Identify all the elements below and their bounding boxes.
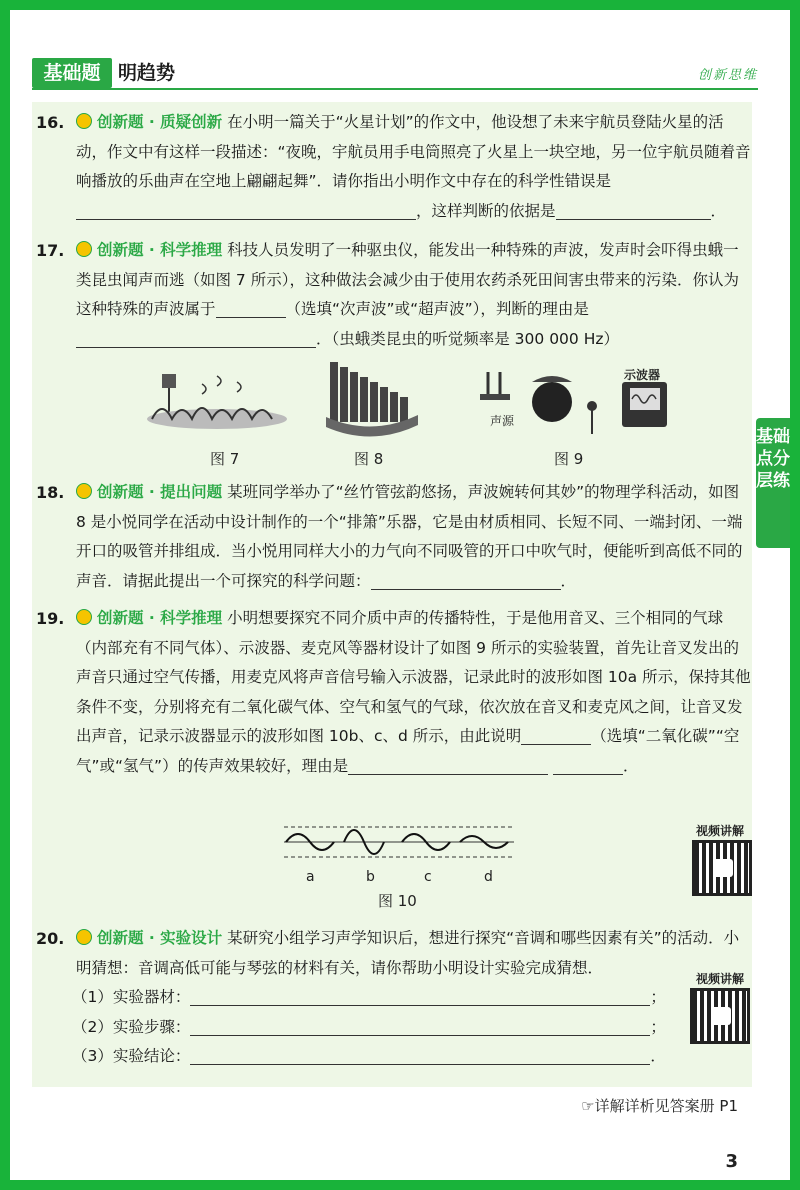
figure-10-caption: 图 10: [378, 892, 417, 910]
item-sep: ；: [650, 988, 666, 1006]
sound-source-label: 声源: [490, 414, 515, 428]
content-area: [32, 102, 752, 1087]
answer-blank[interactable]: [371, 571, 561, 590]
question-text: 在小明一篇关于“火星计划”的作文中，他设想了未来宇航员登陆火星的活动，作文中有这样一段描述：“夜晚，宇航员用手电筒照亮了火星上一块空地，另一位宇航员随着音响播放的乐曲声在空地上翩翩起舞”．请你指出小明作文中存在的科学性错误是: [76, 113, 751, 190]
question-number: 18.: [36, 483, 65, 502]
answer-blank[interactable]: [76, 329, 316, 348]
question-19: [32, 604, 752, 781]
lightbulb-icon: [76, 929, 92, 945]
answer-blank[interactable]: [190, 987, 650, 1006]
question-tag: 创新题 · 提出问题: [97, 483, 223, 501]
question-number: 17.: [36, 241, 65, 260]
question-text-mid: （选填“次声波”或“超声波”），判断的理由是: [285, 300, 589, 318]
answer-blank[interactable]: [216, 299, 286, 318]
answer-blank[interactable]: [190, 1017, 650, 1036]
question-tag: 创新题 · 科学推理: [97, 241, 223, 259]
header-badge: 基础题: [32, 58, 112, 88]
question-20-item-2: [72, 1013, 752, 1043]
side-tab: 基础点分层练: [756, 418, 790, 548]
answer-reference: ☞详解详析见答案册 P1: [581, 1097, 738, 1115]
question-20-item-1: [72, 983, 752, 1013]
question-text-mid: ，这样判断的依据是: [416, 201, 556, 220]
question-20: [32, 924, 752, 1072]
question-text-end: ．: [560, 571, 577, 590]
qr-code-icon[interactable]: [692, 840, 752, 896]
header-divider: [32, 88, 758, 90]
figure-7-image: [142, 364, 292, 434]
answer-blank[interactable]: [521, 726, 591, 745]
item-sep: ．: [650, 1047, 666, 1065]
question-17: [32, 236, 752, 354]
question-text-mid: （选填“二氧化碳”“空气”或“氢气”）的传声效果较好，理由是: [76, 727, 740, 775]
question-text-end: ．: [623, 756, 639, 775]
question-number: 16.: [36, 113, 65, 132]
item-label: （2）实验步骤：: [72, 1017, 191, 1036]
question-text: 科技人员发明了一种驱虫仪，能发出一种特殊的声波，发声时会吓得虫蛾一类昆虫闻声而逃（如图 7 所示），这种做法会减少由于使用农药杀死田间害虫带来的污染．你认为这种特殊的声波属于: [76, 241, 739, 318]
answer-blank[interactable]: [76, 201, 416, 220]
page: [10, 10, 790, 1180]
question-text: 某研究小组学习声学知识后，想进行探究“音调和哪些因素有关”的活动．小明猜想：音调高低可能与琴弦的材料有关，请你帮助小明设计实验完成猜想．: [76, 929, 740, 977]
question-text: 小明想要探究不同介质中声的传播特性，于是他用音叉、三个相同的气球（内部充有不同气体）、示波器、麦克风等器材设计了如图 9 所示的实验装置，首先让音叉发出的声音只通过空气传播，用麦克风将声音信号输入示波器，记录此时的波形如图 10a 所示，保持其他条件不变，分别将充有二氧化碳气体、空气和氢气的气球，依次放在音叉和麦克风之间，让音叉发出声音，记录示波器显示的波形如图 10b、c、d 所示，由此说明: [76, 609, 751, 745]
question-number: 20.: [36, 929, 65, 948]
qr-label: 视频讲解: [696, 972, 745, 986]
question-20-item-3: [72, 1042, 752, 1072]
figure-10-waveforms: [284, 817, 514, 867]
wave-label-d: d: [484, 869, 493, 885]
question-text: 某班同学举办了“丝竹管弦韵悠扬，声波婉转何其妙”的物理学科活动，如图 8 是小悦同学在活动中设计制作的一个“排箫”乐器，它是由材质相同、长短不同、一端封闭、一端开口的吸管并排组成．当小悦用同样大小的力气向不同吸管的开口中吹气时，便能听到高低不同的声音．请据此提出一个可探究的科学问题：: [76, 483, 743, 590]
qr-label: 视频讲解: [696, 824, 745, 838]
question-text-end: ．: [710, 201, 727, 220]
item-sep: ；: [650, 1017, 666, 1036]
answer-blank[interactable]: [553, 756, 623, 775]
question-tag: 创新题 · 科学推理: [97, 609, 223, 627]
item-label: （3）实验结论：: [72, 1047, 191, 1065]
answer-blank[interactable]: [348, 756, 548, 775]
question-18: [32, 478, 752, 596]
lightbulb-icon: [76, 483, 92, 499]
lightbulb-icon: [76, 241, 92, 257]
wave-label-a: a: [306, 869, 315, 885]
lightbulb-icon: [76, 609, 92, 625]
header-right-label: 创新思维: [697, 68, 758, 83]
question-tag: 创新题 · 质疑创新: [97, 113, 223, 131]
section-header: [32, 58, 758, 94]
oscilloscope-label: 示波器: [624, 368, 661, 382]
question-tag: 创新题 · 实验设计: [97, 929, 223, 947]
figure-8-panpipe-image: [322, 357, 432, 437]
item-label: （1）实验器材：: [72, 988, 191, 1006]
question-text-end: ．（虫蛾类昆虫的听觉频率是 300 000 Hz）: [316, 329, 619, 348]
figure-7-caption: 图 7: [210, 450, 240, 468]
figure-8-caption: 图 8: [354, 450, 384, 468]
question-number: 19.: [36, 609, 65, 628]
qr-code-icon[interactable]: [690, 988, 750, 1044]
answer-blank[interactable]: [190, 1046, 650, 1065]
question-16: [32, 108, 752, 226]
lightbulb-icon: [76, 113, 92, 129]
header-title: 明趋势: [118, 62, 176, 84]
wave-label-c: c: [424, 869, 432, 885]
wave-label-b: b: [366, 869, 375, 885]
page-number: 3: [725, 1151, 738, 1172]
figure-9-caption: 图 9: [554, 450, 584, 468]
answer-blank[interactable]: [556, 201, 711, 220]
